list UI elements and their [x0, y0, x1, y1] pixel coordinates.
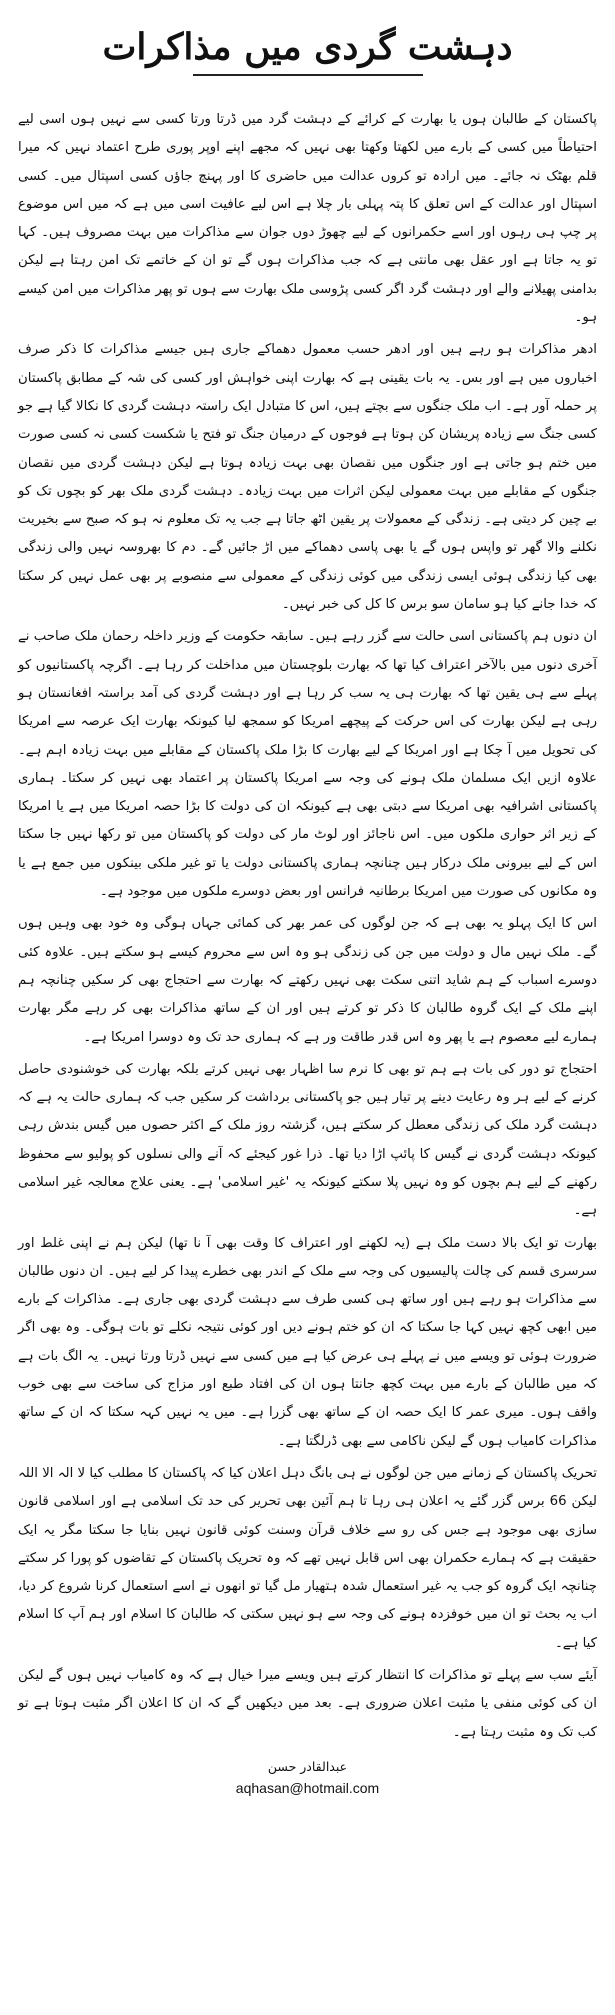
- headline: دہشت گردی میں مذاکرات: [102, 26, 513, 68]
- author-email[interactable]: aqhasan@hotmail.com: [235, 1779, 380, 1796]
- paragraph: پاکستان کے طالبان ہوں یا بھارت کے کرائے کے دہشت گرد میں ڈرتا ورتا کسی سے نہیں ہوں اسی لیے احتیاطاً میں کسی کے بارے میں لکھتا وکھتا بھی نہیں کہ مجھے اپنے اوپر پوری طرح اعتماد نہیں کہ میرا قلم بھٹک نہ جائے۔ میں ارادہ تو کروں عدالت میں حاضری کا اور پہنچ جاؤں کسی اسپتال میں۔ کسی اسپتال اور عدالت کے اس تعلق کا پتہ پہلی بار چلا ہے اس لیے عافیت اسی میں ہے کہ میں اس موضوع پر چپ ہی رہوں اور اسے حکمرانوں کے لیے چھوڑ دوں جوان سے مذاکرات میں بہت مصروف ہیں۔ کہا تو یہ جاتا ہے اور عقل بھی مانتی ہے کہ جب مذاکرات ہوں گے تو ان کے خاتمے تک امن رہتا ہے لیکن بدامنی پھیلانے والے اور دہشت گرد اگر کسی پڑوسی ملک بھارت سے ہوں تو پھر مذاکرات میں امن کیسے ہو۔: [18, 112, 597, 326]
- article-body: [18, 106, 597, 1747]
- paragraph: ادھر مذاکرات ہو رہے ہیں اور ادھر حسب معمول دھماکے جاری ہیں جیسے مذاکرات کا ذکر صرف اخباروں میں ہے اور بس۔ یہ بات یقینی ہے کہ بھارت اپنی خواہش اور کسی کی شہ کے مطابق پاکستان پر حملہ آور ہے۔ اب ملک جنگوں سے بچتے ہیں، اس کا متبادل ایک راستہ دہشت گردی کا نکالا گیا ہے جو کسی جنگ سے زیادہ پریشان کن ہوتا ہے فوجوں کے درمیان جنگ تو فتح یا شکست کسی نہ کسی صورت میں ختم ہو جاتی ہے اور جنگوں میں نقصان بھی بہت زیادہ ہوتا ہے لیکن دہشت گردی میں نقصان جنگوں کے مقابلے میں بہت معمولی لیکن اثرات میں بہت زیادہ۔ دہشت گردی ملک بھر کو بچوں تک کو بے چین کر دیتی ہے۔ زندگی کے معمولات پر یقین اٹھ جاتا ہے جب یہ تک معلوم نہ ہو کہ صبح سے بخیریت نکلنے والا گھر تو واپس ہوں گے یا بھی پاسی دھماکے میں اڑ جائیں گے۔ دم کا بھروسہ نہیں والی زندگی بھی کیا زندگی ہوئی ایسی زندگی میں کوئی زندگی کے معمولی سے منصوبے پر بھی عمل نہیں کر سکتا کہ خدا جانے کیا ہو سامان سو برس کا کل کی خبر نہیں۔: [18, 342, 597, 613]
- paragraph: آیئے سب سے پہلے تو مذاکرات کا انتظار کرتے ہیں ویسے میرا خیال ہے کہ وہ کامیاب نہیں ہوں گے لیکن ان کی کوئی منفی یا مثبت اعلان ضروری ہے۔ بعد میں دیکھیں گے کہ ان کا اعلان اگر مثبت ہوتا ہے تو کب تک وہ مثبت رہتا ہے۔: [18, 1668, 597, 1740]
- headline-underline: [193, 74, 423, 76]
- paragraph: بھارت تو ایک بالا دست ملک ہے (یہ لکھنے اور اعتراف کا وقت بھی آ نا تھا) لیکن ہم نے اپنی غلط اور سرسری قسم کی چالت پالیسیوں کی وجہ سے ملک کے اندر بھی خطرے پیدا کر لیے ہیں۔ ان دنوں طالبان سے مذاکرات ہو رہے ہیں اور ساتھ ہی کسی طرف سے دہشت گردی بھی جاری ہے۔ مذاکرات کے بارے میں ابھی کچھ نہیں کہا جا سکتا کہ ان کو ختم ہونے دیں اور کوئی نتیجہ نکلے تو بات ہوگی۔ وہ بھی اگر ضرورت ہوئی تو ویسے میں نے پہلے ہی عرض کیا ہے میں کسی سے نہیں ڈرتا ورتا نہیں۔ یہ الگ بات ہے کہ میں طالبان کے بارے میں بہت کچھ جانتا ہوں ان کی افتاد طبع اور مزاج کی ساخت سے بھی خوب واقف ہوں۔ میری عمر کا ایک حصہ ان کے ساتھ بھی گزرا ہے۔ میں یہ نہیں کہہ سکتا کہ ان کے ساتھ مذاکرات کامیاب ہوں گے لیکن ناکامی سے بھی ڈرلگتا ہے۔: [18, 1235, 597, 1449]
- paragraph: احتجاج تو دور کی بات ہے ہم تو بھی کا نرم سا اظہار بھی نہیں کرتے بلکہ بھارت کی خوشنودی حاصل کرنے کے لیے ہر وہ رعایت دینے پر تیار ہیں جو پاکستانی برداشت کر سکیں جب کہ ہماری حالت یہ ہے کہ دہشت گرد ملک کی زندگی معطل کر سکتے ہیں، گزشتہ روز ملک کے اکثر حصوں میں گیس بندش رہی کیونکہ دہشت گردی نے گیس کا پائپ اڑا دیا تھا۔ ذرا غور کیجئے کہ آنے والی نسلوں کو پولیو سے محفوظ رکھنے کے لیے ہم بچوں کو وہ نہیں پلا سکتے کیونکہ یہ 'غیر اسلامی' ہے۔ یعنی علاج معالجہ غیر اسلامی ہے۔: [18, 1061, 597, 1219]
- paragraph: تحریک پاکستان کے زمانے میں جن لوگوں نے ہی بانگ دہل اعلان کیا کہ پاکستان کا مطلب کیا لا الہ الا اللہ لیکن 66 برس گزر گئے یہ اعلان ہی رہا تا ہم آئین بھی تحریر کی حد تک اسلامی ہے اور اسلامی قانون سازی بھی موجود ہے جس کی رو سے خلاف قرآن وسنت کوئی قانون نہیں بنایا جا سکتا مگر یہ ایک حقیقت ہے کہ ہمارے حکمران بھی اس قابل نہیں تھے کہ وہ تحریک پاکستان کے تقاضوں کو پورا کر سکتے چنانچہ ایک گروہ کو جب یہ غیر استعمال شدہ ہتھیار مل گیا تو انھوں نے اسے استعمال کرنا شروع کر دیا، اب یہ بحث تو ان میں خوفزدہ ہونے کی وجہ سے ہو نہیں سکتی کہ طالبان کا اسلام اور ہم آپ کا اسلام کیا ہے۔: [18, 1465, 597, 1651]
- paragraph: اس کا ایک پہلو یہ بھی ہے کہ جن لوگوں کی عمر بھر کی کمائی جہاں ہوگی وہ خود بھی وہیں ہوں گے۔ ملک نہیں مال و دولت میں جن کی زندگی ہو وہ اس سے محروم کیسے ہو سکتے ہیں۔ علاوہ کئی دوسرے اسباب کے ہم شاید اتنی سکت بھی نہیں رکھتے کہ بھارت سے احتجاج بھی کر سکیں چنانچہ ہم اپنے ملک کے ایک گروہ طالبان کا ذکر تو کرتے ہیں اور ان کے ساتھ مذاکرات بھی کر رہے مگر بھارت ہمارے لیے معصوم ہے یا پھر وہ اس قدر طاقت ور ہے کہ ہماری حد تک وہ دوسرا امریکا ہے۔: [18, 916, 597, 1045]
- author-name: عبدالقادر حسن: [267, 1758, 348, 1774]
- paragraph: ان دنوں ہم پاکستانی اسی حالت سے گزر رہے ہیں۔ سابقہ حکومت کے وزیر داخلہ رحمان ملک صاحب نے آخری دنوں میں بالآخر اعتراف کیا تھا کہ بھارت بلوچستان میں مداخلت کر رہا ہے۔ اگرچہ پاکستانیوں کو پہلے سے ہی یقین تھا کہ بھارت ہی یہ سب کر رہا ہے اور دہشت گردی کی آمد براستہ افغانستان ہو رہی ہے لیکن بھارت کی اس حرکت کے پیچھے امریکا کو سمجھ لیا کیونکہ بھارت ایک عرصہ سے امریکا کی تحویل میں آ چکا ہے اور امریکا کے لیے بھارت کا بڑا ملک پاکستان کے مقابلے میں بہت زیادہ اہم ہے۔ علاوہ ازیں ایک مسلمان ملک ہونے کی وجہ سے امریکا پاکستان پر اعتماد بھی نہیں کر سکتا۔ ہماری پاکستانی اشرافیہ بھی امریکا سے دبتی بھی ہے کیونکہ ان کی دولت کا بڑا حصہ امریکا میں ہے یا امریکا کے زیر اثر حواری ملکوں میں۔ اس ناجائز اور لوٹ مار کی دولت کو پاکستان میں تو رکھا نہیں جا سکتا اس کے لیے بیرونی ملک درکار ہیں چنانچہ ہماری پاکستانی دولت یا تو غیر ملکی بینکوں میں جمع ہے یا وہ مکانوں کی صورت میں امریکا برطانیہ فرانس اور بعض دوسرے ملکوں میں موجود ہے۔: [18, 629, 597, 900]
